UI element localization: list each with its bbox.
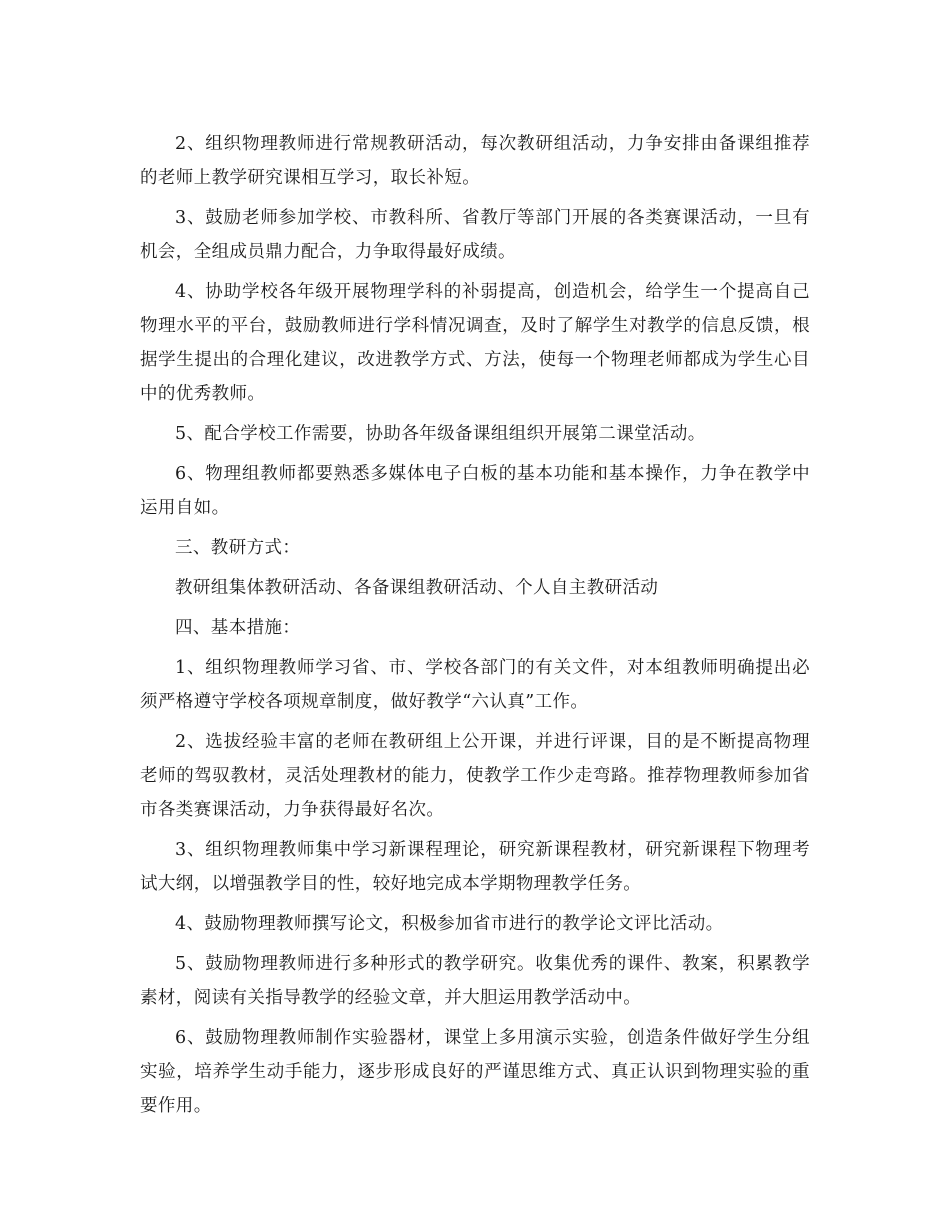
paragraph-item-5-second-classroom: 5、配合学校工作需要，协助各年级备课组组织开展第二课堂活动。 xyxy=(175,424,706,444)
section-heading-basic-measures: 四、基本措施： xyxy=(175,618,301,638)
document-body xyxy=(140,127,810,1129)
section-heading-research-methods: 三、教研方式： xyxy=(175,538,301,558)
measure-item-5: 5、鼓励物理教师进行多种形式的教学研究。收集优秀的课件、教案，积累教学素材，阅读有关指导教学的经验文章，并大胆运用教学活动中。 xyxy=(140,954,810,1008)
paragraph-item-3-competition: 3、鼓励老师参加学校、市教科所、省教厅等部门开展的各类赛课活动，一旦有机会，全组成员鼎力配合，力争取得最好成绩。 xyxy=(140,208,810,262)
paragraph-item-2-research: 2、组织物理教师进行常规教研活动，每次教研组活动，力争安排由备课组推荐的老师上教学研究课相互学习，取长补短。 xyxy=(140,134,810,188)
paragraph-item-4-support: 4、协助学校各年级开展物理学科的补弱提高，创造机会，给学生一个提高自己物理水平的平台，鼓励教师进行学科情况调查，及时了解学生对教学的信息反馈，根据学生提出的合理化建议，改进教学方式、方法，使每一个物理老师都成为学生心目中的优秀教师。 xyxy=(140,282,810,404)
measure-item-4: 4、鼓励物理教师撰写论文，积极参加省市进行的教学论文评比活动。 xyxy=(175,914,724,934)
paragraph-item-6-whiteboard: 6、物理组教师都要熟悉多媒体电子白板的基本功能和基本操作，力争在教学中运用自如。 xyxy=(140,464,810,518)
measure-item-2: 2、选拔经验丰富的老师在教研组上公开课，并进行评课，目的是不断提高物理老师的驾驭教材，灵活处理教材的能力，使教学工作少走弯路。推荐物理教师参加省市各类赛课活动，力争获得最好名次。 xyxy=(140,732,810,820)
measure-item-1: 1、组织物理教师学习省、市、学校各部门的有关文件，对本组教师明确提出必须严格遵守学校各项规章制度，做好教学“六认真”工作。 xyxy=(140,658,810,712)
measure-item-3: 3、组织物理教师集中学习新课程理论，研究新课程教材，研究新课程下物理考试大纲，以增强教学目的性，较好地完成本学期物理教学任务。 xyxy=(140,840,810,894)
research-methods-text: 教研组集体教研活动、各备课组教研活动、个人自主教研活动 xyxy=(175,578,659,598)
measure-item-6: 6、鼓励物理教师制作实验器材，课堂上多用演示实验，创造条件做好学生分组实验，培养学生动手能力，逐步形成良好的严谨思维方式、真正认识到物理实验的重要作用。 xyxy=(140,1028,810,1116)
